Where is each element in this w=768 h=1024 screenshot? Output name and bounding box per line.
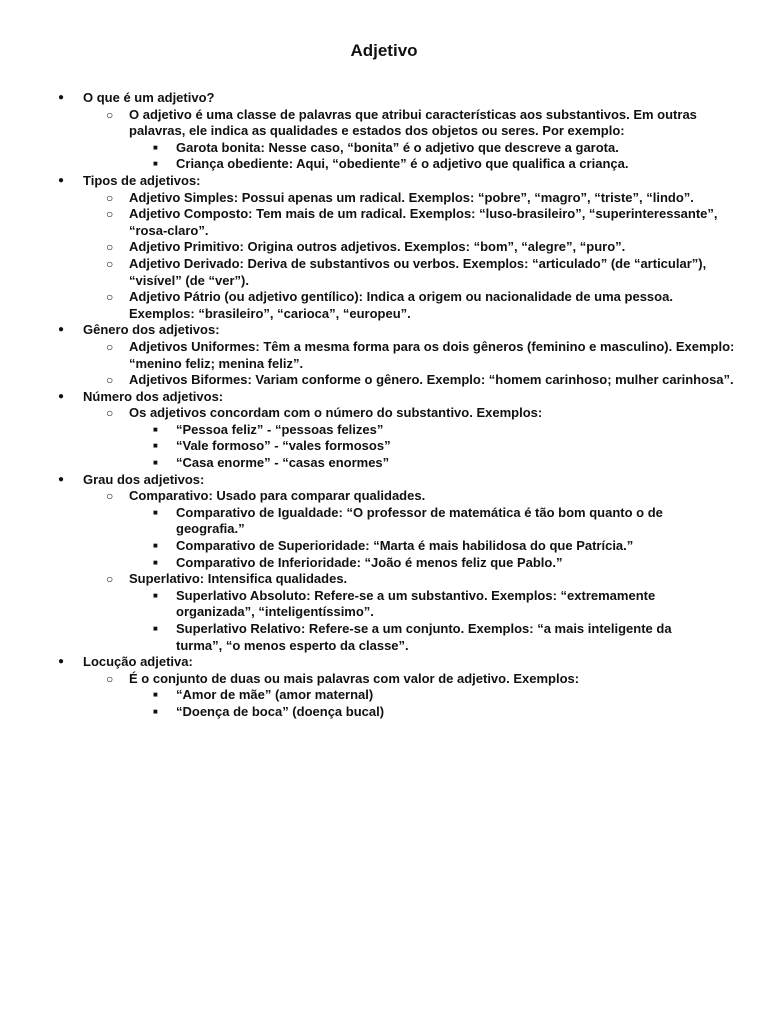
list-item-text: Comparativo de Superioridade: “Marta é mais habilidosa do que Patrícia.” <box>176 538 634 554</box>
list-item-level-2 <box>0 289 768 322</box>
list-item-level-3 <box>0 704 768 721</box>
filled-square-bullet-icon: ■ <box>153 624 158 633</box>
list-item-text: Superlativo: Intensifica qualidades. <box>129 571 348 587</box>
hollow-circle-bullet-icon: ○ <box>106 190 114 205</box>
hollow-circle-bullet-icon: ○ <box>106 107 114 122</box>
list-item-text: O que é um adjetivo? <box>83 90 215 105</box>
list-item-text: Gênero dos adjetivos: <box>83 322 220 338</box>
hollow-circle-bullet-icon: ○ <box>106 207 114 222</box>
filled-square-bullet-icon: ■ <box>153 541 158 551</box>
list-item-level-2 <box>0 671 768 688</box>
list-item-text: Garota bonita: Nesse caso, “bonita” é o adjetivo que descreve a garota. <box>176 139 619 155</box>
list-item-level-2 <box>0 571 768 588</box>
hollow-circle-bullet-icon: ○ <box>106 240 114 255</box>
list-item-level-3 <box>0 140 768 157</box>
list-item-level-3 <box>0 455 768 472</box>
list-item-text: “Doença de boca” (doença bucal) <box>176 703 385 719</box>
filled-circle-bullet-icon: ● <box>58 390 65 402</box>
list-item-level-2 <box>0 239 768 256</box>
list-item-text: Adjetivos Biformes: Variam conforme o gênero. Exemplo: “homem carinhoso; mulher carinhosa”. <box>129 372 734 388</box>
list-item-text: “Vale formoso” - “vales formosos” <box>176 438 391 454</box>
filled-square-bullet-icon: ■ <box>153 590 158 600</box>
list-item-level-3 <box>0 438 768 455</box>
filled-circle-bullet-icon: ● <box>58 174 65 186</box>
list-item-level-1 <box>0 173 768 190</box>
list-item-text: Criança obediente: Aqui, “obediente” é o adjetivo que qualifica a criança. <box>176 156 629 172</box>
filled-square-bullet-icon: ■ <box>153 507 158 517</box>
filled-circle-bullet-icon: ● <box>58 92 65 103</box>
list-item-level-1 <box>0 389 768 406</box>
list-item-text: “Amor de mãe” (amor maternal) <box>176 687 374 703</box>
list-item-level-3 <box>0 588 768 621</box>
hollow-circle-bullet-icon: ○ <box>106 256 114 271</box>
list-item-level-2 <box>0 488 768 505</box>
page-title: Adjetivo <box>350 41 418 60</box>
list-item-level-3 <box>0 156 768 173</box>
list-item-text: “Pessoa feliz” - “pessoas felizes” <box>176 421 384 437</box>
list-item-level-3 <box>0 422 768 439</box>
list-item-text: Adjetivo Composto: Tem mais de um radical. Exemplos: “luso-brasileiro”, “superinteressante”, “rosa-claro”. <box>129 206 718 238</box>
list-item-level-2 <box>0 372 768 389</box>
list-item-text: Comparativo: Usado para comparar qualidades. <box>129 488 426 504</box>
filled-square-bullet-icon: ■ <box>153 159 158 169</box>
list-item-level-3 <box>0 555 768 572</box>
list-item-level-1 <box>0 472 768 489</box>
list-item-text: Locução adjetiva: <box>83 654 193 670</box>
list-item-level-1 <box>0 322 768 339</box>
list-item-text: Adjetivo Pátrio (ou adjetivo gentílico): Indica a origem ou nacionalidade de uma pessoa. Exemplos: “brasileiro”, “carioca”, “europeu”. <box>129 289 673 321</box>
list-item-level-3 <box>0 621 768 654</box>
filled-circle-bullet-icon: ● <box>58 324 65 336</box>
list-item-text: É o conjunto de duas ou mais palavras com valor de adjetivo. Exemplos: <box>129 670 580 686</box>
filled-square-bullet-icon: ■ <box>153 424 158 434</box>
list-item-text: Adjetivo Primitivo: Origina outros adjetivos. Exemplos: “bom”, “alegre”, “puro”. <box>129 239 626 255</box>
hollow-circle-bullet-icon: ○ <box>106 339 114 354</box>
list-item-level-3 <box>0 505 768 538</box>
list-item-text: Os adjetivos concordam com o número do substantivo. Exemplos: <box>129 405 543 421</box>
list-item-level-2 <box>0 206 768 239</box>
list-item-text: Comparativo de Inferioridade: “João é menos feliz que Pablo.” <box>176 554 563 570</box>
list-item-text: Tipos de adjetivos: <box>83 172 201 188</box>
hollow-circle-bullet-icon: ○ <box>106 290 114 305</box>
hollow-circle-bullet-icon: ○ <box>106 671 114 686</box>
filled-circle-bullet-icon: ● <box>58 656 65 668</box>
list-item-text: Adjetivo Derivado: Deriva de substantivos ou verbos. Exemplos: “articulado” (de “articular”), “visível” (de “ver”). <box>129 255 707 288</box>
list-item-level-2 <box>0 190 768 207</box>
filled-square-bullet-icon: ■ <box>153 142 158 152</box>
list-item-level-2 <box>0 339 768 372</box>
list-item-level-2 <box>0 256 768 289</box>
list-item-text: Comparativo de Igualdade: “O professor de matemática é tão bom quanto o de geografia.” <box>176 504 663 537</box>
list-item-text: Superlativo Relativo: Refere-se a um conjunto. Exemplos: “a mais inteligente da turma”, “o menos esperto da classe”. <box>176 621 672 653</box>
list-item-text: Superlativo Absoluto: Refere-se a um substantivo. Exemplos: “extremamente organizada”, “inteligentíssimo”. <box>176 587 656 620</box>
filled-square-bullet-icon: ■ <box>153 441 158 451</box>
bullet-list <box>0 90 768 721</box>
filled-square-bullet-icon: ■ <box>153 458 158 468</box>
list-item-text: “Casa enorme” - “casas enormes” <box>176 455 390 471</box>
list-item-level-2 <box>0 405 768 422</box>
list-item-level-3 <box>0 687 768 704</box>
hollow-circle-bullet-icon: ○ <box>106 572 114 587</box>
filled-circle-bullet-icon: ● <box>58 473 65 485</box>
list-item-level-1 <box>0 90 768 107</box>
list-item-text: Adjetivo Simples: Possui apenas um radical. Exemplos: “pobre”, “magro”, “triste”, “lindo”. <box>129 189 694 205</box>
hollow-circle-bullet-icon: ○ <box>106 406 114 421</box>
list-item-text: Número dos adjetivos: <box>83 388 224 404</box>
filled-square-bullet-icon: ■ <box>153 706 158 716</box>
list-item-level-1 <box>0 654 768 671</box>
list-item-level-3 <box>0 538 768 555</box>
filled-square-bullet-icon: ■ <box>153 557 158 567</box>
hollow-circle-bullet-icon: ○ <box>106 489 114 504</box>
list-item-text: O adjetivo é uma classe de palavras que atribui características aos substantivos. Em outras palavras, ele indica as qualidades e estados dos objetos ou seres. Por exemplo: <box>129 106 697 139</box>
list-item-text: Grau dos adjetivos: <box>83 471 205 487</box>
filled-square-bullet-icon: ■ <box>153 690 158 700</box>
list-item-level-2 <box>0 107 768 140</box>
hollow-circle-bullet-icon: ○ <box>106 373 114 388</box>
list-item-text: Adjetivos Uniformes: Têm a mesma forma para os dois gêneros (feminino e masculino). Exemplo: “menino feliz; menina feliz”. <box>129 338 735 371</box>
